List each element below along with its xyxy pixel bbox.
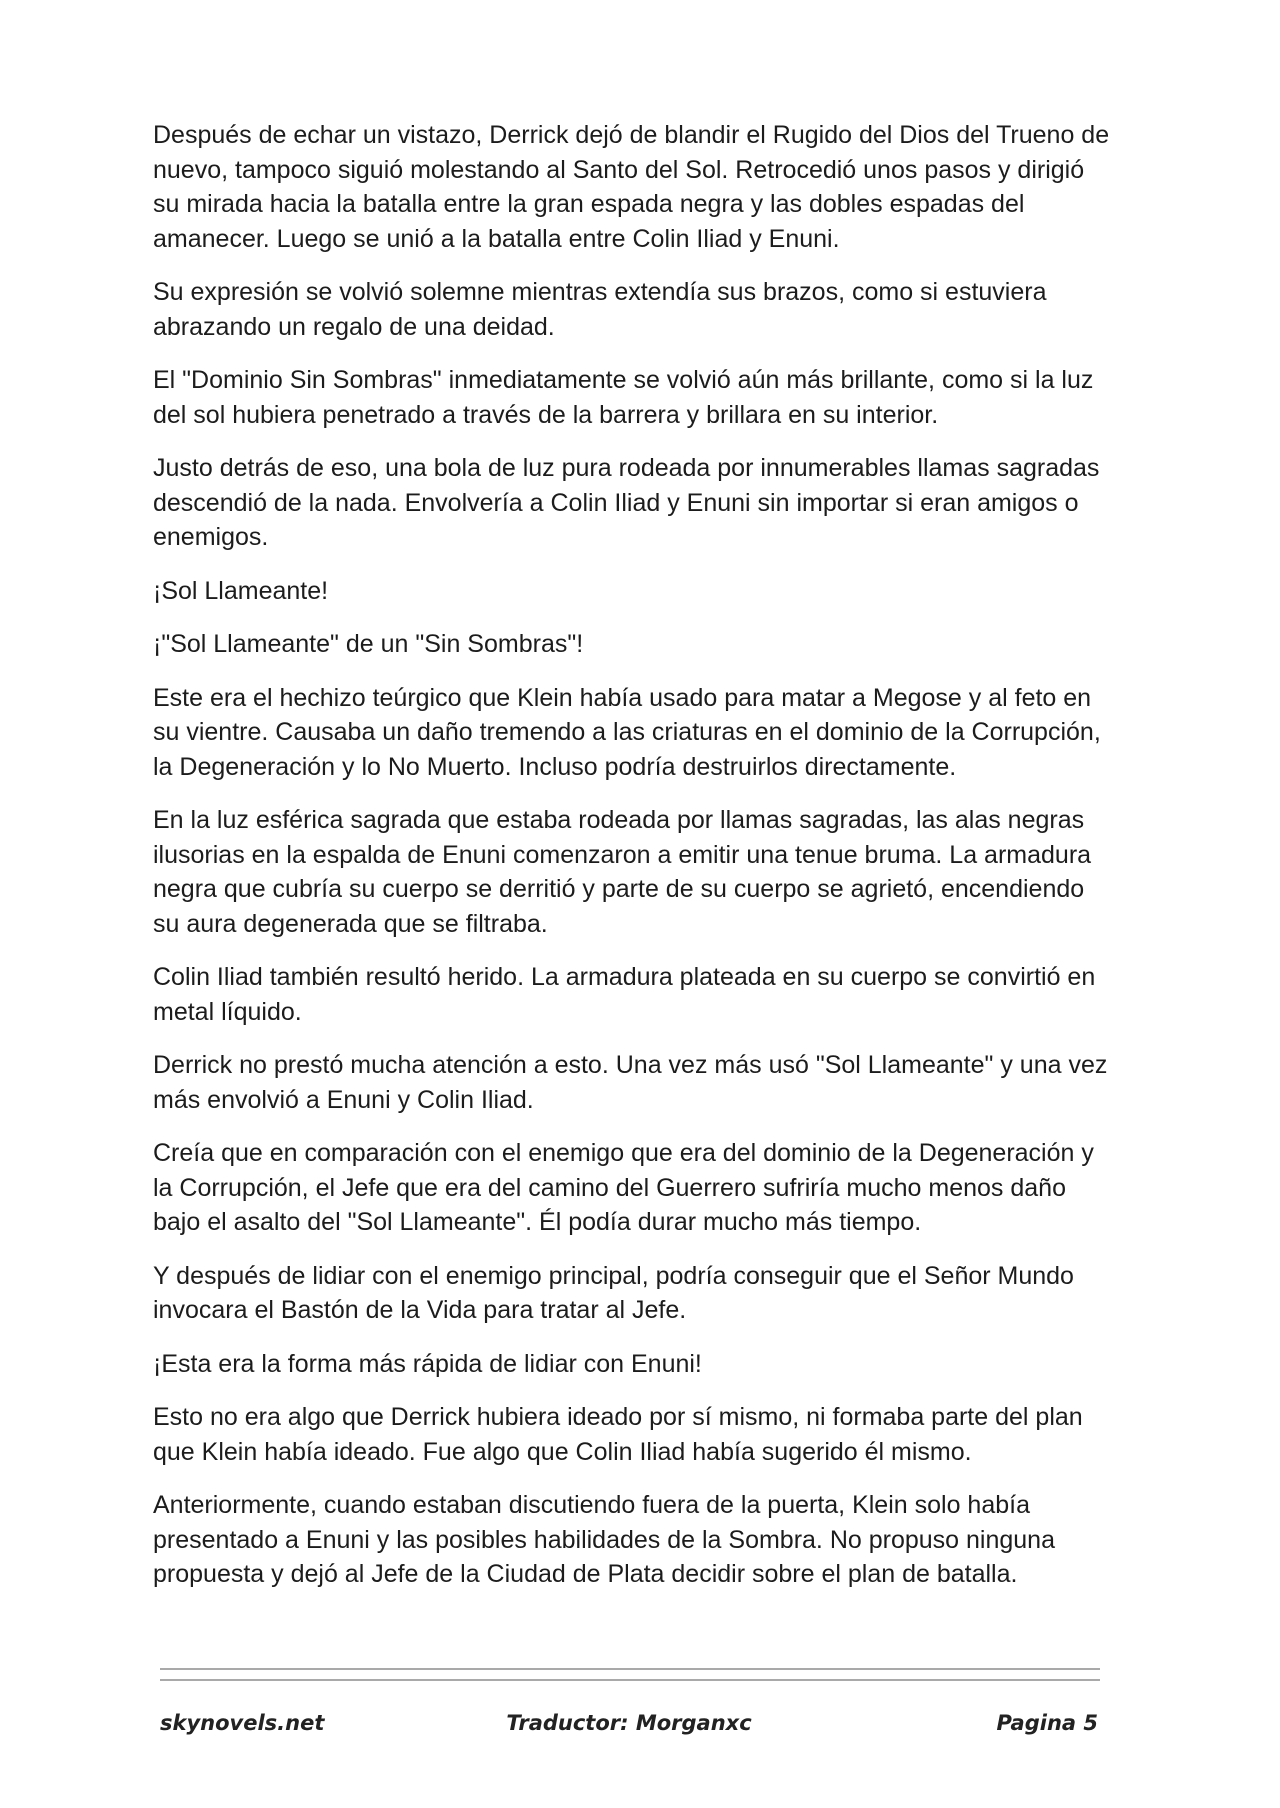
paragraph: Después de echar un vistazo, Derrick dejó de blandir el Rugido del Dios del Trueno de nuevo, tampoco siguió molestando al Santo del Sol. Retrocedió unos pasos y dirigió su mirada hacia la batalla entre la gran espada negra y las dobles espadas del amanecer. Luego se unió a la batalla entre Colin Iliad y Enuni. [153,121,1110,253]
footer-translator: Traductor: Morganxc [506,1711,752,1735]
paragraph: Justo detrás de eso, una bola de luz pura rodeada por innumerables llamas sagradas descendió de la nada. Envolvería a Colin Iliad y Enuni sin importar si eran amigos o enemigos. [153,454,1100,551]
footer-divider-bottom [160,1679,1100,1681]
paragraph: Anteriormente, cuando estaban discutiendo fuera de la puerta, Klein solo había presentado a Enuni y las posibles habilidades de la Sombra. No propuso ninguna propuesta y dejó al Jefe de la Ciudad de Plata decidir sobre el plan de batalla. [153,1491,1055,1588]
paragraph: Este era el hechizo teúrgico que Klein había usado para matar a Megose y al feto en su vientre. Causaba un daño tremendo a las criaturas en el dominio de la Corrupción, la Degeneración y lo No Muerto. Incluso podría destruirlos directamente. [153,683,1101,781]
paragraph: ¡"Sol Llameante" de un "Sin Sombras"! [153,630,584,658]
paragraph: ¡Sol Llameante! [153,576,329,605]
footer-page-number: Pagina 5 [996,1711,1098,1735]
paragraph: Colin Iliad también resultó herido. La armadura plateada en su cuerpo se convirtió en metal líquido. [153,963,1096,1026]
paragraph: Y después de lidiar con el enemigo principal, podría conseguir que el Señor Mundo invocara el Bastón de la Vida para tratar al Jefe. [153,1261,1074,1324]
page-footer [160,1711,1098,1747]
footer-divider-top [160,1668,1100,1670]
paragraph: El "Dominio Sin Sombras" inmediatamente se volvió aún más brillante, como si la luz del sol hubiera penetrado a través de la barrera y brillara en su interior. [153,366,1094,429]
paragraph: Su expresión se volvió solemne mientras extendía sus brazos, como si estuviera abrazando un regalo de una deidad. [153,278,1047,341]
paragraph: Creía que en comparación con el enemigo que era del dominio de la Degeneración y la Corrupción, el Jefe que era del camino del Guerrero sufriría mucho menos daño bajo el asalto del "Sol Llameante". Él podía durar mucho más tiempo. [153,1139,1094,1236]
paragraph: En la luz esférica sagrada que estaba rodeada por llamas sagradas, las alas negras ilusorias en la espalda de Enuni comenzaron a emitir una tenue bruma. La armadura negra que cubría su cuerpo se derritió y parte de su cuerpo se agrietó, encendiendo su aura degenerada que se filtraba. [153,806,1092,938]
footer-site: skynovels.net [160,1711,325,1735]
page-body [153,118,1113,1611]
paragraph: ¡Esta era la forma más rápida de lidiar con Enuni! [153,1349,702,1378]
paragraph: Derrick no prestó mucha atención a esto. Una vez más usó "Sol Llameante" y una vez más envolvió a Enuni y Colin Iliad. [153,1051,1108,1114]
paragraph: Esto no era algo que Derrick hubiera ideado por sí mismo, ni formaba parte del plan que Klein había ideado. Fue algo que Colin Iliad había sugerido él mismo. [153,1403,1083,1466]
